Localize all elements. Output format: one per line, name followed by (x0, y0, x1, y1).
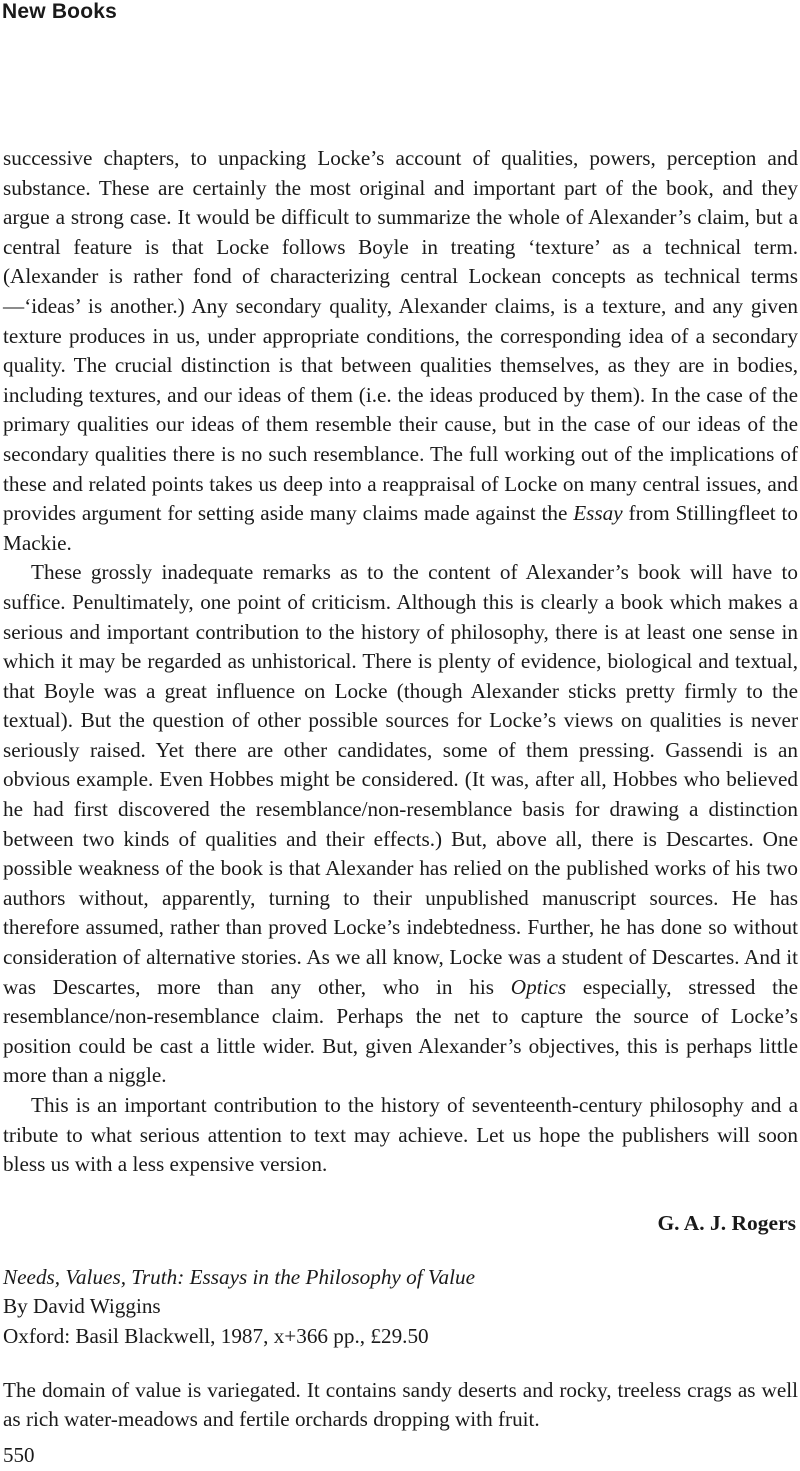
running-header: New Books (2, 0, 117, 23)
optics-title: Optics (510, 974, 567, 999)
review-paragraph-1: The domain of value is variegated. It contains sandy deserts and rocky, treeless crags as well as rich water-meadows and fertile orchards dropping with fruit. (3, 1377, 798, 1432)
paragraph-1-end: from Stillingfleet to Mackie. (3, 501, 798, 555)
book-publisher: Oxford: Basil Blackwell, 1987, x+366 pp., £29.50 (3, 1323, 429, 1348)
paragraph-2-end: especially, stressed the resemblance/non-resemblance claim. Perhaps the net to capture the source of Locke’s position could be cast a little wider. But, given Alexander’s objectives, this is perhaps little more than a niggle. (3, 974, 798, 1088)
page-number: 550 (3, 1443, 35, 1467)
paragraph-1-text: successive chapters, to unpacking Locke’s account of qualities, powers, perception and substance. These are certainly the most original and important part of the book, and they argue a strong case. It would be difficult to summarize the whole of Alexander’s claim, but a central feature is that Locke follows Boyle in treating ‘texture’ as a technical term. (Alexander is rather fond of characterizing central Lockean concepts as technical terms—‘ideas’ is another.) Any secondary quality, Alexander claims, is a texture, and any given texture produces in us, under appropriate conditions, the corresponding idea of a secondary quality. The crucial distinction is that between qualities themselves, as they are in bodies, including textures, and our ideas of them (i.e. the ideas produced by them). In the case of the primary qualities our ideas of them resemble their cause, but in the case of our ideas of the secondary qualities there is no such resemblance. The full working out of the implications of these and related points takes us deep into a reappraisal of Locke on many central issues, and provides argument for setting aside many claims made against the (3, 146, 798, 526)
essay-title: Essay (573, 501, 623, 526)
paragraph-2 (3, 558, 798, 1091)
paragraph-3: This is an important contribution to the history of seventeenth-century philosophy and a tribute to what serious attention to text may achieve. Let us hope the publishers will soon bless us with a less expensive version. (3, 1093, 798, 1177)
paragraph-1 (3, 144, 798, 558)
book-author: By David Wiggins (3, 1294, 161, 1319)
book-title: Needs, Values, Truth: Essays in the Philosophy of Value (3, 1264, 475, 1289)
book-citation (3, 1263, 798, 1352)
paragraph-2-text: These grossly inadequate remarks as to the content of Alexander’s book will have to suffice. Penultimately, one point of criticism. Although this is clearly a book which makes a serious and important contribution to the history of philosophy, there is at least one sense in which it may be regarded as unhistorical. There is plenty of evidence, biological and textual, that Boyle was a great influence on Locke (though Alexander sticks pretty firmly to the textual). But the question of other possible sources for Locke’s views on qualities is never seriously raised. Yet there are other candidates, some of them pressing. Gassendi is an obvious example. Even Hobbes might be considered. (It was, after all, Hobbes who believed he had first discovered the resemblance/non-resemblance basis for drawing a distinction between two kinds of qualities and their effects.) But, above all, there is Descartes. One possible weakness of the book is that Alexander has relied on the published works of his two authors without, apparently, turning to their unpublished manuscript sources. He has therefore assumed, rather than proved Locke’s indebtedness. Further, he has done so without consideration of alternative stories. As we all know, Locke was a student of Descartes. And it was Descartes, more than any other, who in his (3, 560, 798, 999)
page-content (3, 144, 798, 1435)
reviewer-signature: G. A. J. Rogers (657, 1210, 796, 1235)
